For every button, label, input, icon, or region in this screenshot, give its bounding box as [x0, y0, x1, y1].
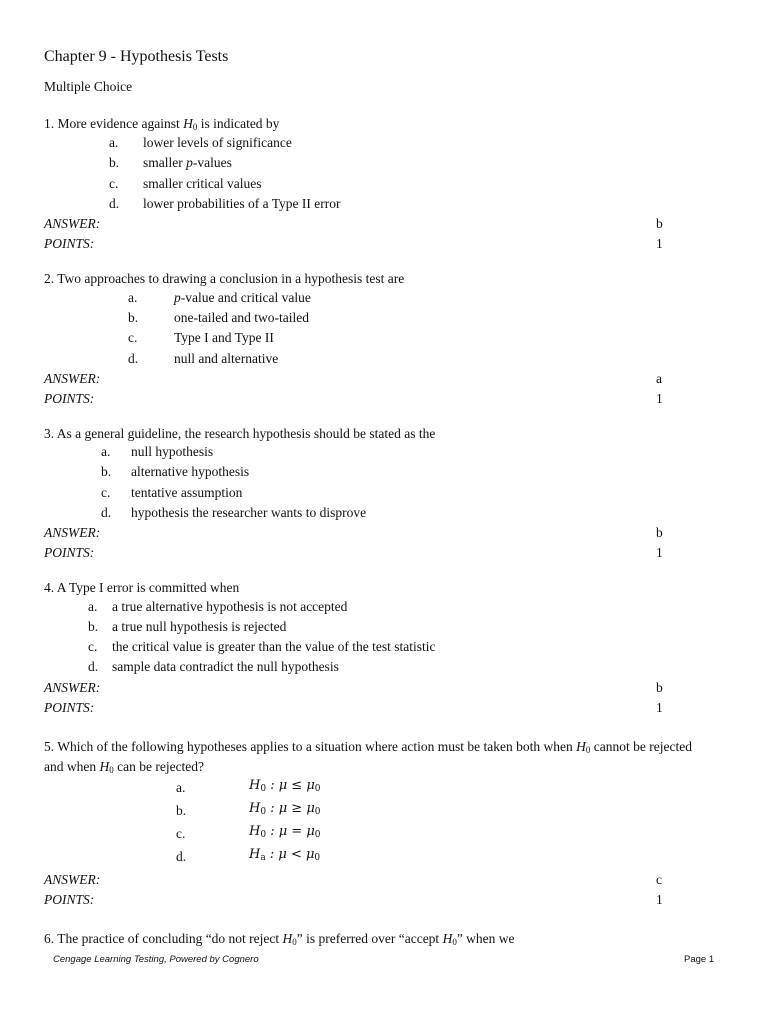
answer-label: ANSWER: [44, 525, 101, 540]
option-text: one-tailed and two-tailed [174, 310, 309, 325]
option-text: null and alternative [174, 351, 279, 366]
option-letter: d. [88, 659, 99, 674]
points-label: POINTS: [44, 236, 95, 251]
footer-credit: Cengage Learning Testing, Powered by Cognero [53, 954, 259, 965]
option-letter: b. [128, 310, 139, 325]
question-2-stem: 2. Two approaches to drawing a conclusion in a hypothesis test are [44, 271, 405, 286]
question-6-stem: 6. The practice of concluding “do not reject $H_0$” is preferred over “accept $H_0$” when we [44, 931, 515, 947]
points-label: POINTS: [44, 545, 95, 560]
question-4-stem: 4. A Type I error is committed when [44, 580, 240, 595]
h0-symbol: $H_0$ [99, 759, 114, 775]
option-letter: d. [101, 505, 112, 520]
option-letter: d. [128, 351, 139, 366]
option-letter: c. [109, 176, 119, 191]
answer-value: c [656, 872, 662, 887]
page-title: Chapter 9 - Hypothesis Tests [44, 48, 229, 65]
answer-value: b [656, 216, 663, 231]
option-letter: c. [176, 826, 186, 841]
option-letter: b. [101, 464, 112, 479]
question-5-stem-line-1: 5. Which of the following hypotheses applies to a situation where action must be taken both when $H_0$ cannot be rejected [44, 739, 692, 755]
answer-value: b [656, 680, 663, 695]
option-text: a true null hypothesis is rejected [112, 619, 287, 634]
answer-label: ANSWER: [44, 216, 101, 231]
question-1-stem: 1. More evidence against $H_0$ is indicated by [44, 116, 280, 132]
hypothesis-formula: $H_0$ : $\mu = \mu_0$ [249, 824, 321, 840]
option-text: a true alternative hypothesis is not accepted [112, 599, 348, 614]
question-5-stem-line-2: and when $H_0$ can be rejected? [44, 759, 205, 775]
option-letter: c. [101, 485, 111, 500]
hypothesis-formula: $H_a$ : $\mu < \mu_0$ [249, 847, 321, 863]
answer-value: a [656, 371, 662, 386]
option-letter: c. [128, 330, 138, 345]
option-letter: a. [101, 444, 111, 459]
option-text: hypothesis the researcher wants to disprove [131, 505, 367, 520]
option-text: null hypothesis [131, 444, 214, 459]
h0-symbol: $H_0$ [282, 931, 297, 947]
points-value: 1 [656, 545, 663, 560]
option-letter: a. [128, 290, 138, 305]
option-letter: b. [109, 155, 120, 170]
h0-symbol: $H_0$ [576, 739, 591, 755]
points-label: POINTS: [44, 391, 95, 406]
question-3-stem: 3. As a general guideline, the research hypothesis should be stated as the [44, 426, 436, 441]
option-letter: b. [176, 803, 187, 818]
points-value: 1 [656, 700, 663, 715]
option-text: smaller critical values [143, 176, 262, 191]
points-value: 1 [656, 892, 663, 907]
page-number: Page 1 [684, 954, 715, 965]
option-text: lower levels of significance [143, 135, 292, 150]
section-subtitle: Multiple Choice [44, 79, 133, 94]
option-letter: d. [109, 196, 120, 211]
option-text: smaller p-values [143, 155, 232, 170]
option-text: Type I and Type II [174, 330, 274, 345]
option-text: tentative assumption [131, 485, 243, 500]
option-letter: a. [176, 780, 186, 795]
option-letter: b. [88, 619, 99, 634]
answer-label: ANSWER: [44, 872, 101, 887]
option-text: p-value and critical value [174, 290, 311, 305]
points-value: 1 [656, 236, 663, 251]
h0-symbol: $H_0$ [183, 116, 198, 132]
answer-label: ANSWER: [44, 371, 101, 386]
hypothesis-formula: $H_0$ : $\mu \le \mu_0$ [249, 778, 321, 794]
hypothesis-formula: $H_0$ : $\mu \ge \mu_0$ [249, 801, 321, 817]
answer-value: b [656, 525, 663, 540]
points-label: POINTS: [44, 892, 95, 907]
h0-symbol: $H_0$ [442, 931, 457, 947]
option-text: alternative hypothesis [131, 464, 250, 479]
option-letter: c. [88, 639, 98, 654]
answer-label: ANSWER: [44, 680, 101, 695]
option-letter: d. [176, 849, 187, 864]
points-value: 1 [656, 391, 663, 406]
option-text: lower probabilities of a Type II error [143, 196, 341, 211]
option-text: the critical value is greater than the value of the test statistic [112, 639, 436, 654]
option-letter: a. [109, 135, 119, 150]
option-letter: a. [88, 599, 98, 614]
points-label: POINTS: [44, 700, 95, 715]
option-text: sample data contradict the null hypothesis [112, 659, 339, 674]
